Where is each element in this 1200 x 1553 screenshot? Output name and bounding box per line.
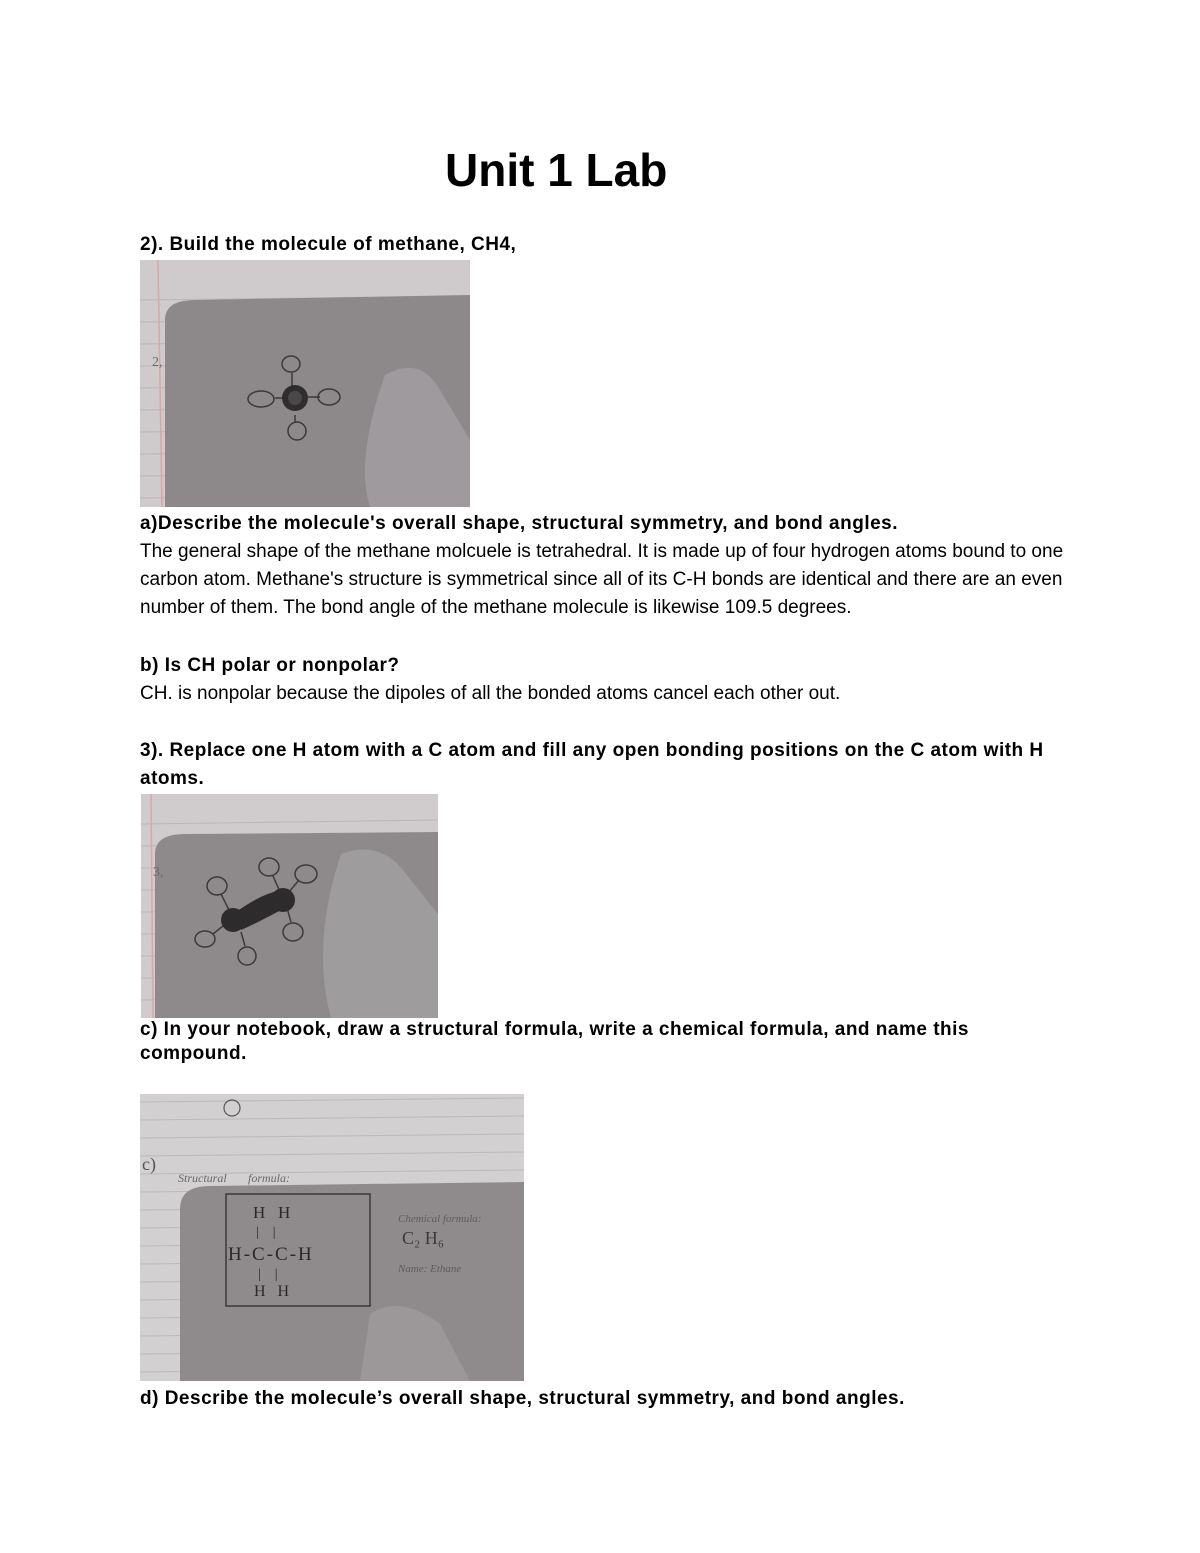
ethane-model-photo (141, 794, 438, 1018)
drawing-structural-label: Structural (178, 1171, 227, 1185)
photo-label-2: 2, (152, 355, 163, 370)
methane-model-image (140, 260, 470, 507)
drawing-chain: H-C-C-H (228, 1244, 314, 1265)
drawing-h-bottom: H H (254, 1283, 290, 1300)
drawing-formula-label: formula: (248, 1171, 290, 1185)
drawing-chemical-formula-label: Chemical formula: (398, 1213, 482, 1225)
drawing-label-c: c) (142, 1154, 156, 1174)
photo-label-3: 3, (153, 865, 164, 880)
drawing-bonds-top: | | (256, 1225, 276, 1240)
methane-model-photo (140, 260, 470, 507)
drawing-name-label: Name: Ethane (398, 1263, 462, 1275)
question-3-heading: 3). Replace one H atom with a C atom and fill any open bonding positions on the C atom with H atoms. (140, 740, 1044, 789)
answer-b-text: CH. is nonpolar because the dipoles of all the bonded atoms cancel each other out. (140, 683, 841, 704)
question-d-heading: d) Describe the molecule’s overall shape, structural symmetry, and bond angles. (140, 1388, 905, 1409)
question-2-heading: 2). Build the molecule of methane, CH4, (140, 234, 517, 255)
ethane-model-image (141, 794, 438, 1018)
question-b-heading: b) Is CH polar or nonpolar? (140, 655, 400, 676)
drawing-bonds-bottom: | | (258, 1267, 278, 1282)
structural-formula-photo (140, 1094, 524, 1381)
question-a-heading: a)Describe the molecule's overall shape, structural symmetry, and bond angles. (140, 513, 899, 534)
drawing-chemical-formula: C₂ H₆ (402, 1228, 445, 1248)
answer-a-text: The general shape of the methane molcuele is tetrahedral. It is made up of four hydrogen atoms bound to one carbon atom. Methane's structure is symmetrical since all of its C-H bonds are identical and there are an even number of them. The bond angle of the methane molecule is likewise 109.5 degrees. (140, 541, 1064, 618)
question-c-heading: c) In your notebook, draw a structural formula, write a chemical formula, and name this compound. (140, 1019, 970, 1064)
page-title: Unit 1 Lab (445, 144, 668, 196)
structural-formula-image (140, 1094, 524, 1381)
drawing-h-top: H H (253, 1203, 291, 1222)
